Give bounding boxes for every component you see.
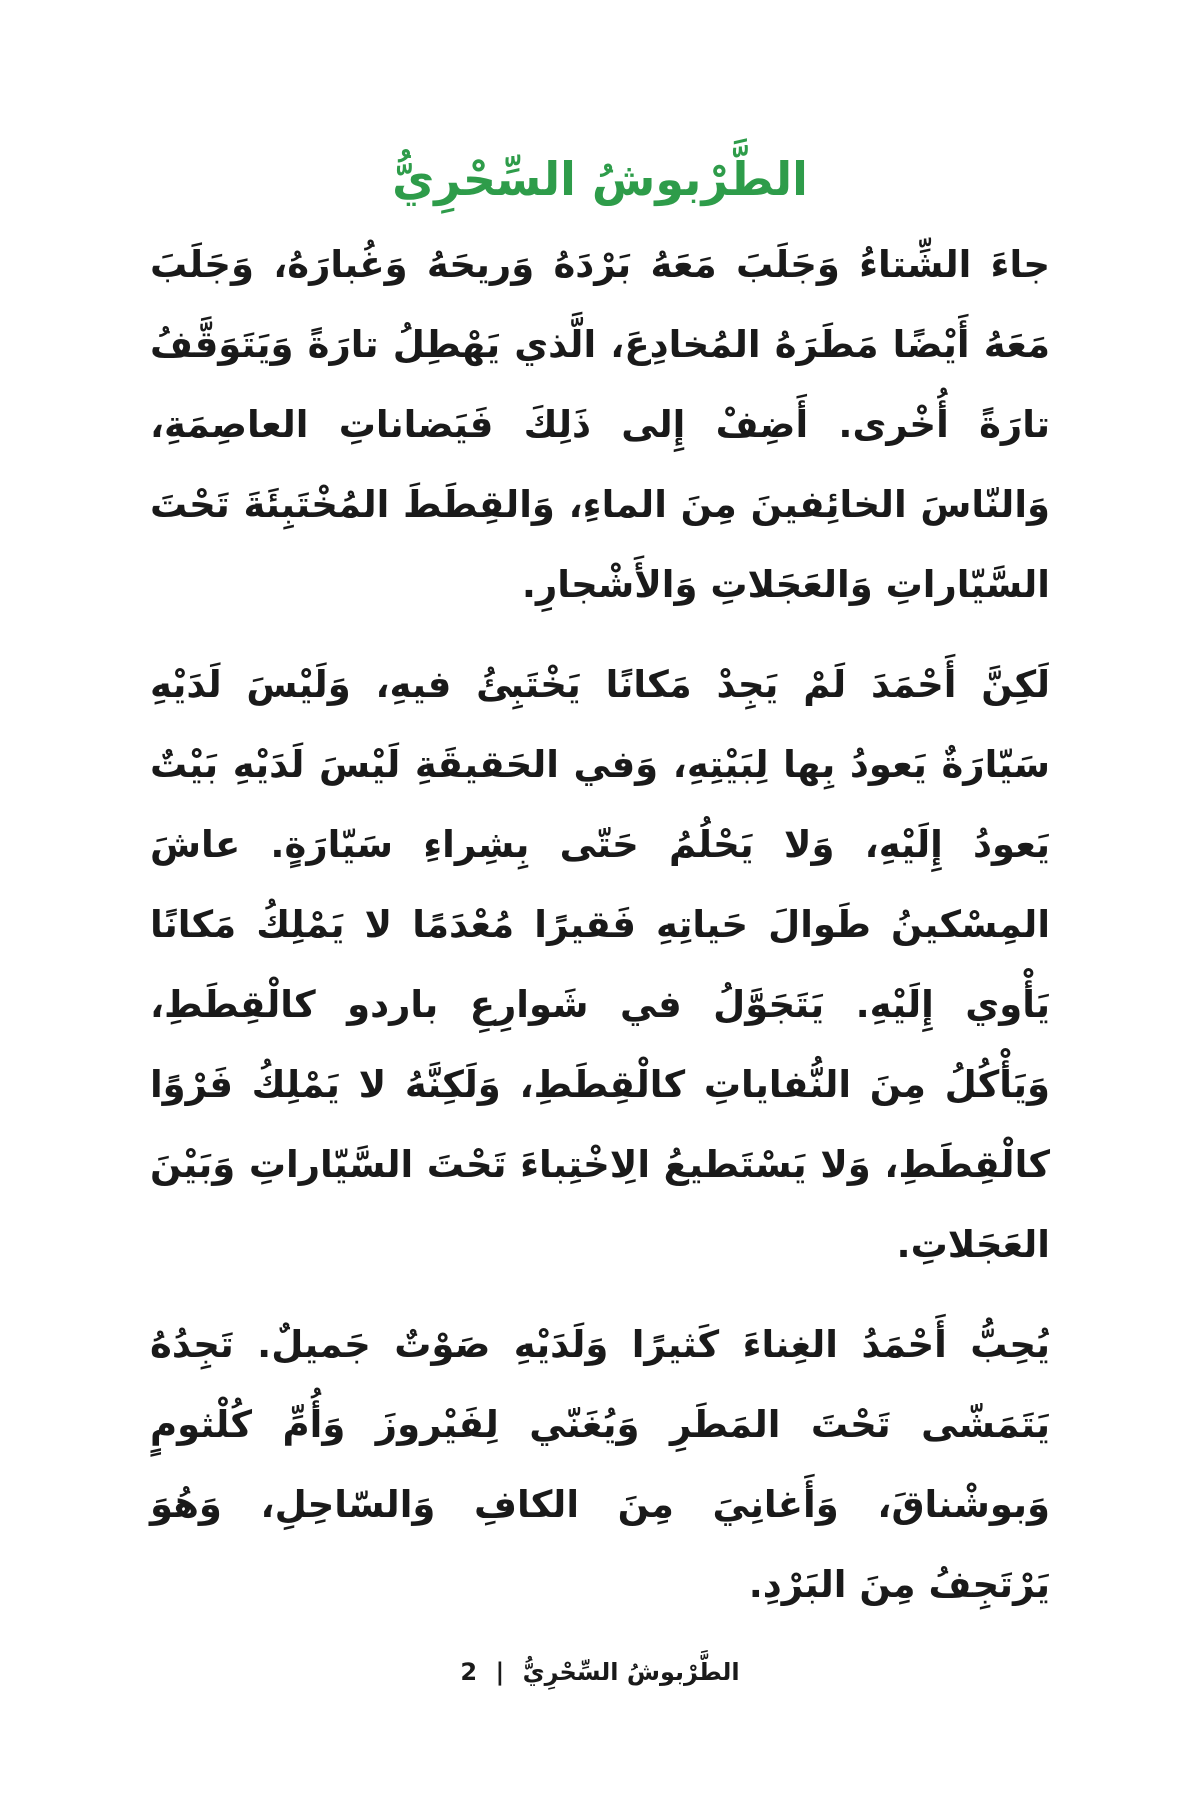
paragraph-1: جاءَ الشِّتاءُ وَجَلَبَ مَعَهُ بَرْدَهُ وَريحَهُ وَغُبارَهُ، وَجَلَبَ مَعَهُ أَيْضًا مَطَرَهُ المُخادِعَ، الَّذي يَهْطِلُ تارَةً وَيَتَوَقَّفُ تارَةً أُخْرى. أَضِفْ إِلى ذَلِكَ فَيَضاناتِ العاصِمَةِ، وَالنّاسَ الخائِفينَ مِنَ الماءِ، وَالقِطَطَ المُخْتَبِئَةَ تَحْتَ السَّيّاراتِ وَالعَجَلاتِ وَالأَشْجارِ. [150,243,1050,606]
paragraph-3: يُحِبُّ أَحْمَدُ الغِناءَ كَثيرًا وَلَدَيْهِ صَوْتٌ جَميلٌ. تَجِدُهُ يَتَمَشّى تَحْتَ المَطَرِ وَيُغَنّي لِفَيْروزَ وَأُمِّ كُلْثومٍ وَبوشْناقَ، وَأَغانِيَ مِنَ الكافِ وَالسّاحِلِ، وَهُوَ يَرْتَجِفُ مِنَ البَرْدِ. [150,1323,1050,1606]
page-title: الطَّرْبوشُ السِّحْرِيُّ [392,152,808,206]
page-footer [0,1658,1200,1686]
paragraph-2: لَكِنَّ أَحْمَدَ لَمْ يَجِدْ مَكانًا يَخْتَبِئُ فيهِ، وَلَيْسَ لَدَيْهِ سَيّارَةٌ يَعودُ بِها لِبَيْتِهِ، وَفي الحَقيقَةِ لَيْسَ لَدَيْهِ بَيْتٌ يَعودُ إِلَيْهِ، وَلا يَحْلُمُ حَتّى بِشِراءِ سَيّارَةٍ. عاشَ المِسْكينُ طَوالَ حَياتِهِ فَقيرًا مُعْدَمًا لا يَمْلِكُ مَكانًا يَأْوي إِلَيْهِ. يَتَجَوَّلُ في شَوارِعِ باردو كالْقِطَطِ، وَيَأْكُلُ مِنَ النُّفاياتِ كالْقِطَطِ، وَلَكِنَّهُ لا يَمْلِكُ فَرْوًا كالْقِطَطِ، وَلا يَسْتَطيعُ الِاخْتِباءَ تَحْتَ السَّيّاراتِ وَبَيْنَ العَجَلاتِ. [150,663,1050,1266]
footer-separator: | [495,1658,505,1686]
footer-book-title: الطَّرْبوشُ السِّحْرِيُّ [522,1658,740,1686]
story-body [150,225,1050,1645]
page-number: 2 [460,1658,478,1686]
